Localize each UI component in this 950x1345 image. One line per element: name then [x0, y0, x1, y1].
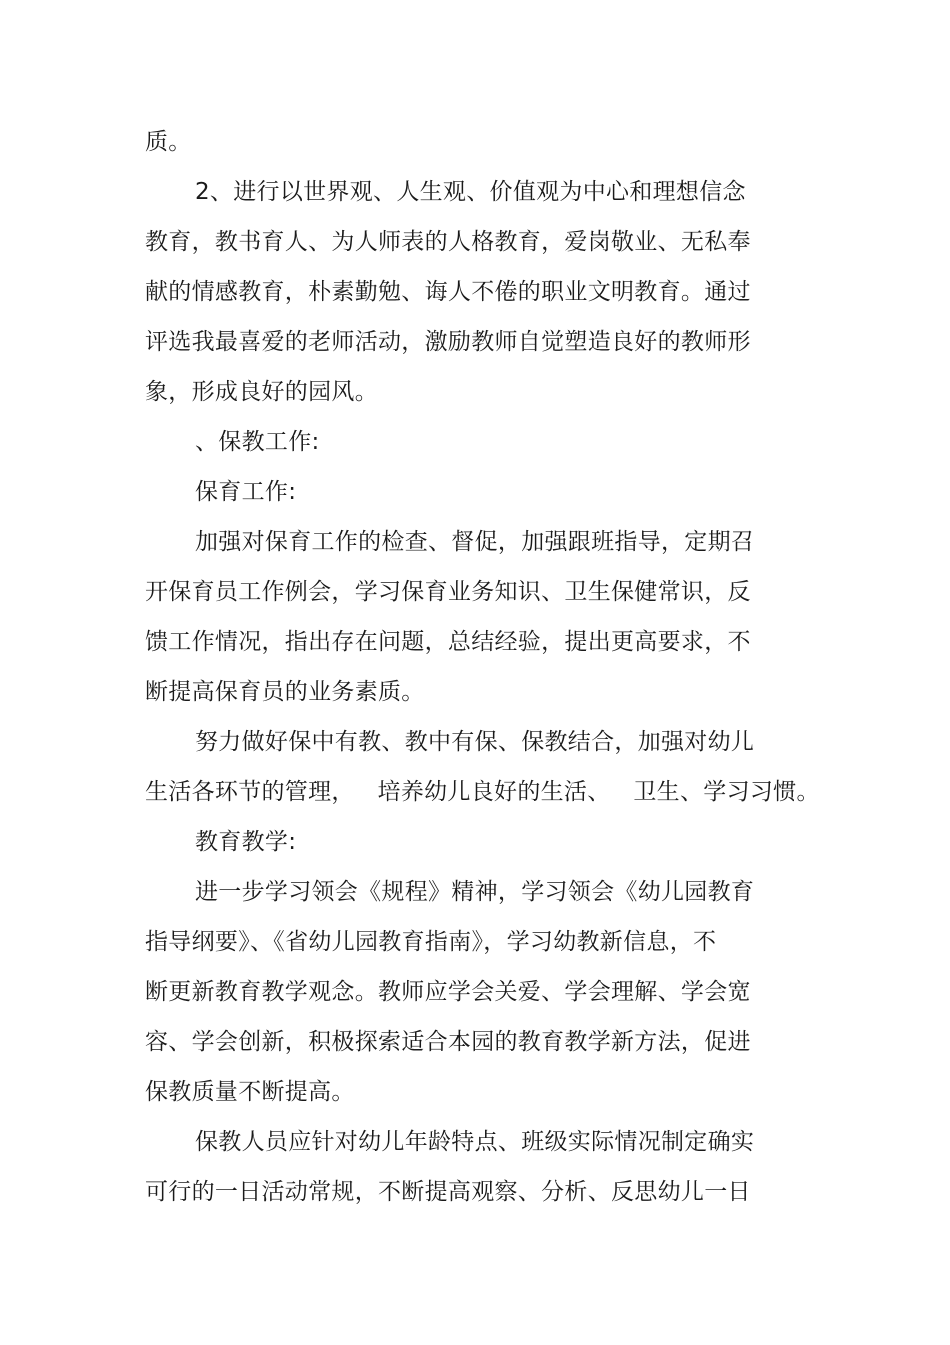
text-line: 教育，教书育人、为人师表的人格教育，爱岗敬业、无私奉 [145, 229, 751, 255]
section-heading: 、保教工作: [195, 429, 320, 455]
text-line: 质。 [145, 129, 192, 155]
text-line: 指导纲要》、《省幼儿园教育指南》，学习幼教新信息，不 [145, 929, 717, 955]
text-line: 馈工作情况，指出存在问题，总结经验，提出更高要求，不 [145, 629, 751, 655]
text-line: 2、进行以世界观、人生观、价值观为中心和理想信念 [195, 179, 746, 205]
text-line: 保教质量不断提高。 [145, 1079, 355, 1105]
text-line: 努力做好保中有教、教中有保、保教结合，加强对幼儿 [195, 729, 755, 755]
subsection-heading: 教育教学: [195, 829, 297, 855]
text-line: 评选我最喜爱的老师活动，激励教师自觉塑造良好的教师形 [145, 329, 751, 355]
text-line: 生活各环节的管理， 培养幼儿良好的生活、 卫生、学习习惯。 [145, 779, 820, 805]
text-line: 保教人员应针对幼儿年龄特点、班级实际情况制定确实 [195, 1129, 755, 1155]
text-line: 断提高保育员的业务素质。 [145, 679, 425, 705]
text-line: 加强对保育工作的检查、督促，加强跟班指导，定期召 [195, 529, 755, 555]
text-line: 容、学会创新，积极探索适合本园的教育教学新方法，促进 [145, 1029, 751, 1055]
text-line: 可行的一日活动常规，不断提高观察、分析、反思幼儿一日 [145, 1179, 751, 1205]
text-line: 象，形成良好的园风。 [145, 379, 378, 405]
text-line: 开保育员工作例会，学习保育业务知识、卫生保健常识，反 [145, 579, 751, 605]
text-line: 献的情感教育，朴素勤勉、诲人不倦的职业文明教育。通过 [145, 279, 751, 305]
text-line: 进一步学习领会《规程》精神，学习领会《幼儿园教育 [195, 879, 755, 905]
text-line: 断更新教育教学观念。教师应学会关爱、学会理解、学会宽 [145, 979, 751, 1005]
subsection-heading: 保育工作: [195, 479, 297, 505]
